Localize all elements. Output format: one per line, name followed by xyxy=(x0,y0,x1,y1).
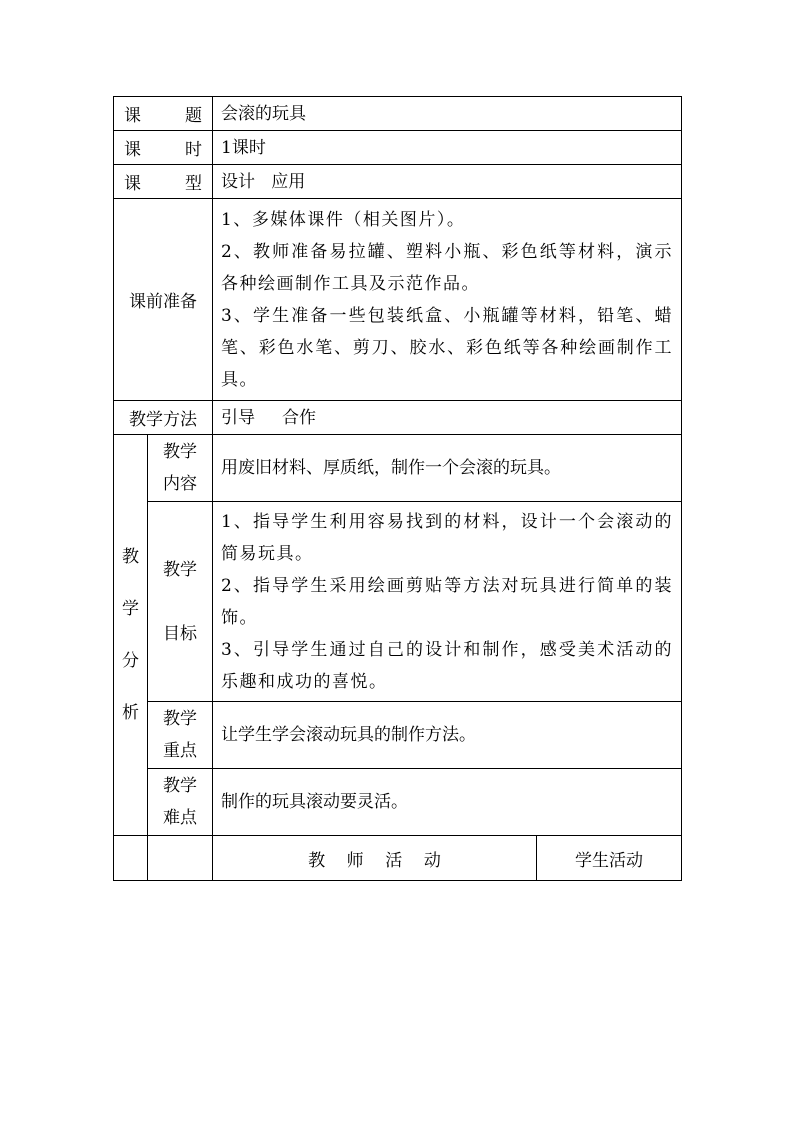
row-hours xyxy=(114,131,682,165)
value-key-points: 让学生学会滚动玩具的制作方法。 xyxy=(213,702,682,769)
label-key-points: 教学 重点 xyxy=(148,702,213,769)
row-goals xyxy=(114,502,682,702)
value-method: 引导 合作 xyxy=(213,401,682,435)
empty-cell-1 xyxy=(114,836,148,881)
label-type: 课 型 xyxy=(114,165,213,199)
row-key-points xyxy=(114,702,682,769)
value-type: 设计 应用 xyxy=(213,165,682,199)
empty-cell-2 xyxy=(148,836,213,881)
value-topic: 会滚的玩具 xyxy=(213,97,682,131)
row-activity-header xyxy=(114,836,682,881)
header-student-activity: 学生活动 xyxy=(537,836,682,881)
value-hours: 1课时 xyxy=(213,131,682,165)
goals-line-3: 3、引导学生通过自己的设计和制作，感受美术活动的乐趣和成功的喜悦。 xyxy=(221,639,673,692)
label-goals: 教学 目标 xyxy=(148,502,213,702)
preparation-line-3: 3、学生准备一些包装纸盒、小瓶罐等材料，铅笔、蜡笔、彩色水笔、剪刀、胶水、彩色纸等各种绘画制作工具。 xyxy=(221,305,673,390)
row-difficulties xyxy=(114,769,682,836)
preparation-line-2: 2、教师准备易拉罐、塑料小瓶、彩色纸等材料，演示各种绘画制作工具及示范作品。 xyxy=(221,241,673,294)
row-type xyxy=(114,165,682,199)
header-teacher-activity: 教 师 活 动 xyxy=(213,836,537,881)
value-content: 用废旧材料、厚质纸，制作一个会滚的玩具。 xyxy=(213,435,682,502)
value-goals xyxy=(213,502,682,702)
label-content: 教学 内容 xyxy=(148,435,213,502)
goals-line-1: 1、指导学生利用容易找到的材料，设计一个会滚动的简易玩具。 xyxy=(221,511,673,564)
preparation-line-1: 1、多媒体课件（相关图片）。 xyxy=(221,209,466,230)
row-topic xyxy=(114,97,682,131)
goals-line-2: 2、指导学生采用绘画剪贴等方法对玩具进行简单的装饰。 xyxy=(221,575,673,628)
row-content xyxy=(114,435,682,502)
row-preparation xyxy=(114,199,682,401)
lesson-plan-table xyxy=(113,96,682,881)
label-difficulties: 教学 难点 xyxy=(148,769,213,836)
label-topic: 课 题 xyxy=(114,97,213,131)
label-preparation: 课前准备 xyxy=(114,199,213,401)
value-difficulties: 制作的玩具滚动要灵活。 xyxy=(213,769,682,836)
label-method: 教学方法 xyxy=(114,401,213,435)
value-preparation xyxy=(213,199,682,401)
label-analysis-group: 教 学 分 析 xyxy=(114,435,148,836)
row-method xyxy=(114,401,682,435)
label-hours: 课 时 xyxy=(114,131,213,165)
